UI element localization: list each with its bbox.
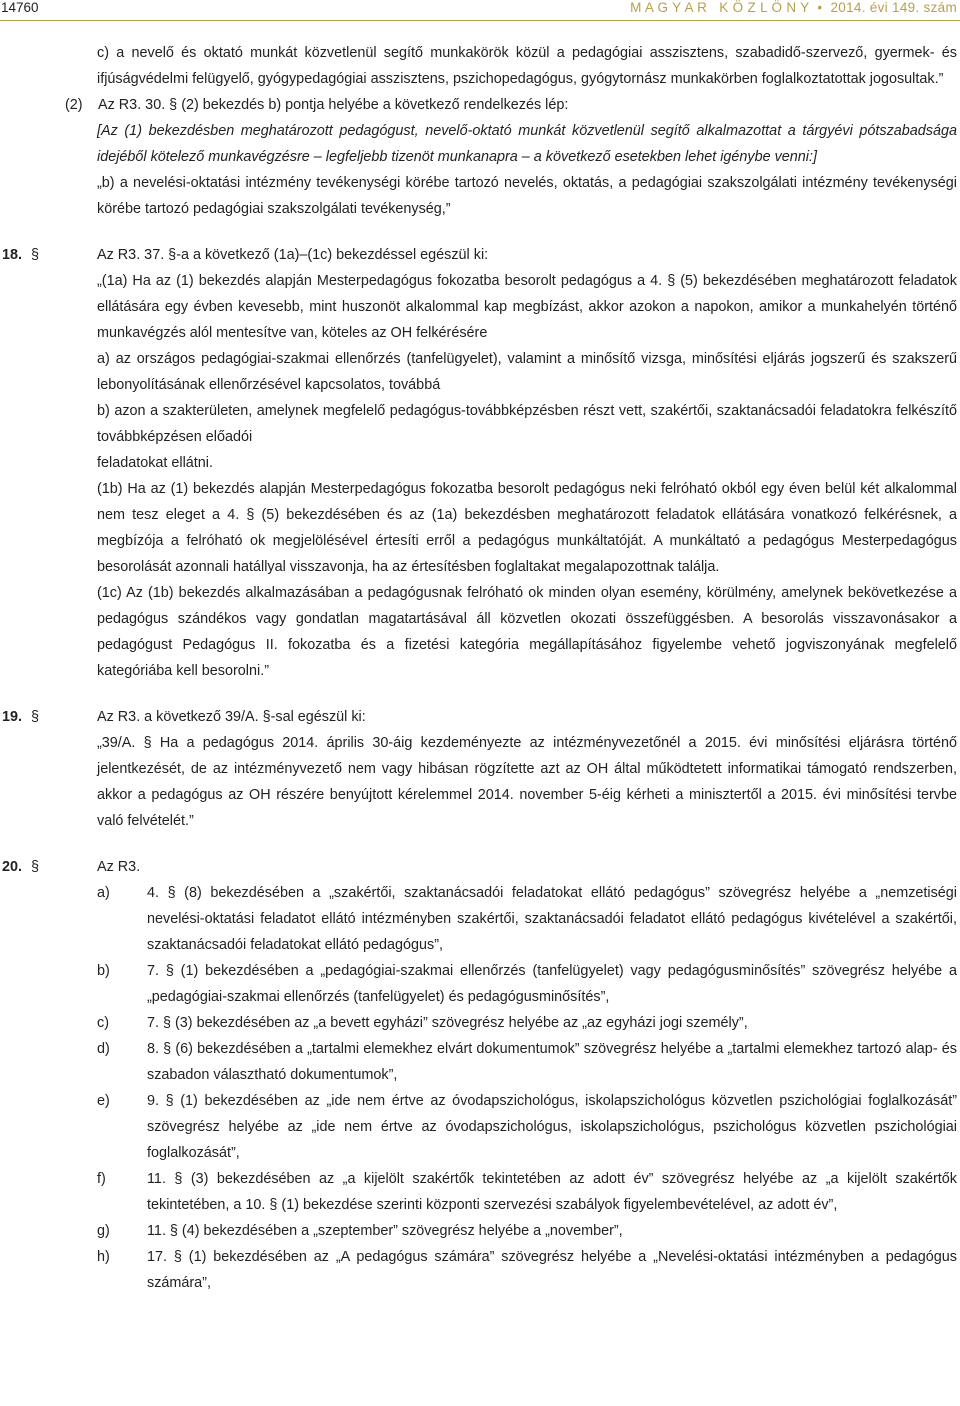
paragraph-2-b: „b) a nevelési-oktatási intézmény tevékenységi körébe tartozó nevelés, oktatás, a pedagógiai szakszolgálati intézmény tevékenységi körébe tartozó pedagógiai szakszolgálati tevékenység,”: [97, 175, 957, 217]
list-item: [97, 880, 957, 958]
header-rule: [0, 20, 960, 21]
list-item-text: 11. § (3) bekezdésében az „a kijelölt szakértők tekintetében az adott év” szövegrész helyébe az „a kijelölt szakértők tekintetében, a 10. § (1) bekezdése szerinti központi szervezési szabályok figyelembevételével, az adott év”,: [147, 1171, 957, 1213]
section-20-list: [97, 880, 957, 1296]
section-18-mark: §: [31, 247, 40, 263]
paragraph-2-text: Az R3. 30. § (2) bekezdés b) pontja helyébe a következő rendelkezés lép:: [98, 97, 569, 113]
section-18-p1c: (1c) Az (1b) bekezdés alkalmazásában a pedagógusnak felróható ok minden olyan esemény, körülmény, amelynek bekövetkezése a pedagógus szándékos vagy gondatlan magatartásával áll közvetlen okozati összefüggésben. A besorolás visszavonásakor a pedagógust Pedagógus II. fokozatba és a fizetési kategória megállapításához figyelembe vehető jogviszonyának megfelelő kategóriába kell besorolni.”: [97, 585, 957, 679]
list-item-text: 11. § (4) bekezdésében a „szeptember” szövegrész helyébe a „november”,: [147, 1223, 623, 1239]
section-18-title: Az R3. 37. §-a a következő (1a)–(1c) bekezdéssel egészül ki:: [97, 247, 489, 263]
masthead: M A G Y A R K Ö Z L Ö N Y • 2014. évi 149. szám: [630, 0, 957, 15]
section-19-number: 19.: [2, 709, 23, 725]
page-number: 14760: [1, 0, 39, 15]
list-item: [97, 1244, 957, 1296]
list-item-label: b): [97, 963, 110, 979]
list-item-text: 9. § (1) bekezdésében az „ide nem értve az óvodapszichológus, iskolapszichológus közvetlen pszichológiai foglalkozását” szövegrész helyébe az „ide nem értve az óvodapszichológus, iskolapszichológus, pszichológus közvetlen pszichológiai foglalkozását”,: [147, 1093, 957, 1161]
section-18: [2, 242, 957, 684]
section-19-title: Az R3. a következő 39/A. §-sal egészül ki:: [97, 709, 366, 725]
paragraph-2: [65, 92, 957, 118]
section-18-p1b: (1b) Ha az (1) bekezdés alapján Mesterpedagógus fokozatba besorolt pedagógus neki felróható okból egy éven belül két alkalommal nem tesz eleget a 4. § (5) bekezdésében és az (1a) bekezdésben meghatározott feladatok ellátására vonatkozó felkérésnek, a megbízója a felróható ok megjelölésével értesíti erről a pedagógus munkáltatóját. A munkáltató a pedagógus Mesterpedagógus besorolását azonnali hatállyal visszavonja, ha az értesítésben foglaltakat megalapozottnak találja.: [97, 481, 957, 575]
list-item-label: a): [97, 885, 110, 901]
list-item-label: f): [97, 1171, 106, 1187]
section-18-p1a-b: b) azon a szakterületen, amelynek megfelelő pedagógus-továbbképzésben részt vett, szakértői, szaktanácsadói feladatokra felkészítő továbbképzésen előadói: [97, 403, 957, 445]
list-item: [97, 1218, 957, 1244]
paragraph-2-number: (2): [65, 97, 83, 113]
section-18-p1a-end: feladatokat ellátni.: [97, 455, 214, 471]
list-item: [97, 958, 957, 1010]
page-header: [0, 0, 960, 22]
section-19: [2, 704, 957, 834]
list-item-text: 7. § (3) bekezdésében az „a bevett egyházi” szövegrész helyébe az „az egyházi jogi személy”,: [147, 1015, 748, 1031]
section-20: [2, 854, 957, 1296]
paragraph-2-italic: [Az (1) bekezdésben meghatározott pedagógust, nevelő-oktató munkát közvetlenül segítő alkalmazottat a tárgyévi pótszabadsága idejéből kötelező munkavégzésre – legfeljebb tizenöt munkanapra – a következő esetekben lehet igénybe venni:]: [97, 123, 957, 165]
section-20-number: 20.: [2, 859, 23, 875]
section-20-title: Az R3.: [97, 859, 141, 875]
list-item-text: 7. § (1) bekezdésében a „pedagógiai-szakmai ellenőrzés (tanfelügyelet) vagy pedagógusminősítés” szövegrész helyébe a „pedagógiai-szakmai ellenőrzés (tanfelügyelet) és pedagógusminősítés”,: [147, 963, 957, 1005]
section-19-text: „39/A. § Ha a pedagógus 2014. április 30-áig kezdeményezte az intézményvezetőnél a 2015. évi minősítési eljárásra történő jelentkezését, de az intézményvezető nem vagy hibásan rögzítette azt az OH által működtetett informatikai támogató rendszerben, akkor a pedagógus az OH részére benyújtott kérelemmel 2014. november 5-éig kérheti a minisztertől a 2015. évi minősítési tervbe való felvételét.”: [97, 735, 957, 829]
list-item-text: 17. § (1) bekezdésében az „A pedagógus számára” szövegrész helyébe a „Nevelési-oktatási intézményben a pedagógus számára”,: [147, 1249, 957, 1291]
section-18-number: 18.: [2, 247, 23, 263]
list-item-label: g): [97, 1223, 110, 1239]
list-item: [97, 1166, 957, 1218]
section-20-mark: §: [31, 859, 40, 875]
document-body: [2, 40, 957, 1296]
intro-c-paragraph: c) a nevelő és oktató munkát közvetlenül segítő munkakörök közül a pedagógiai asszisztens, szabadidő-szervező, gyermek- és ifjúságvédelmi felügyelő, gyógypedagógiai asszisztens, pszichopedagógus, gyógytornász munkakörben foglalkoztatottak jogosultak.”: [97, 45, 957, 87]
section-18-p1a: „(1a) Ha az (1) bekezdés alapján Mesterpedagógus fokozatba besorolt pedagógus a 4. § (5) bekezdésében meghatározott feladatok ellátására egy évben kevesebb, mint huszonöt alkalommal kap megbízást, akkor azokon a napokon, amikor a munkahelyén történő munkavégzés alól mentesítve van, köteles az OH felkérésére: [97, 273, 957, 341]
list-item-label: d): [97, 1041, 110, 1057]
section-19-mark: §: [31, 709, 40, 725]
list-item-label: c): [97, 1015, 109, 1031]
list-item-text: 4. § (8) bekezdésében a „szakértői, szaktanácsadói feladatokat ellátó pedagógus” szövegrész helyébe a „nemzetiségi nevelési-oktatási feladatot ellátó intézményben szakértői, szaktanácsadói feladatot ellátó pedagógus kivételével a szakértői, szaktanácsadói feladatokat ellátó pedagógus”,: [147, 885, 957, 953]
list-item-text: 8. § (6) bekezdésében a „tartalmi elemekhez elvárt dokumentumok” szövegrész helyébe a „tartalmi elemekhez tartozó alap- és szabadon választható dokumentumok”,: [147, 1041, 957, 1083]
list-item: [97, 1088, 957, 1166]
section-18-p1a-a: a) az országos pedagógiai-szakmai ellenőrzés (tanfelügyelet), valamint a minősítő vizsga, minősítési eljárás jogszerű és szakszerű lebonyolításának ellenőrzésével kapcsolatos, továbbá: [97, 351, 957, 393]
list-item: [97, 1036, 957, 1088]
list-item-label: e): [97, 1093, 110, 1109]
list-item: [97, 1010, 957, 1036]
list-item-label: h): [97, 1249, 110, 1265]
